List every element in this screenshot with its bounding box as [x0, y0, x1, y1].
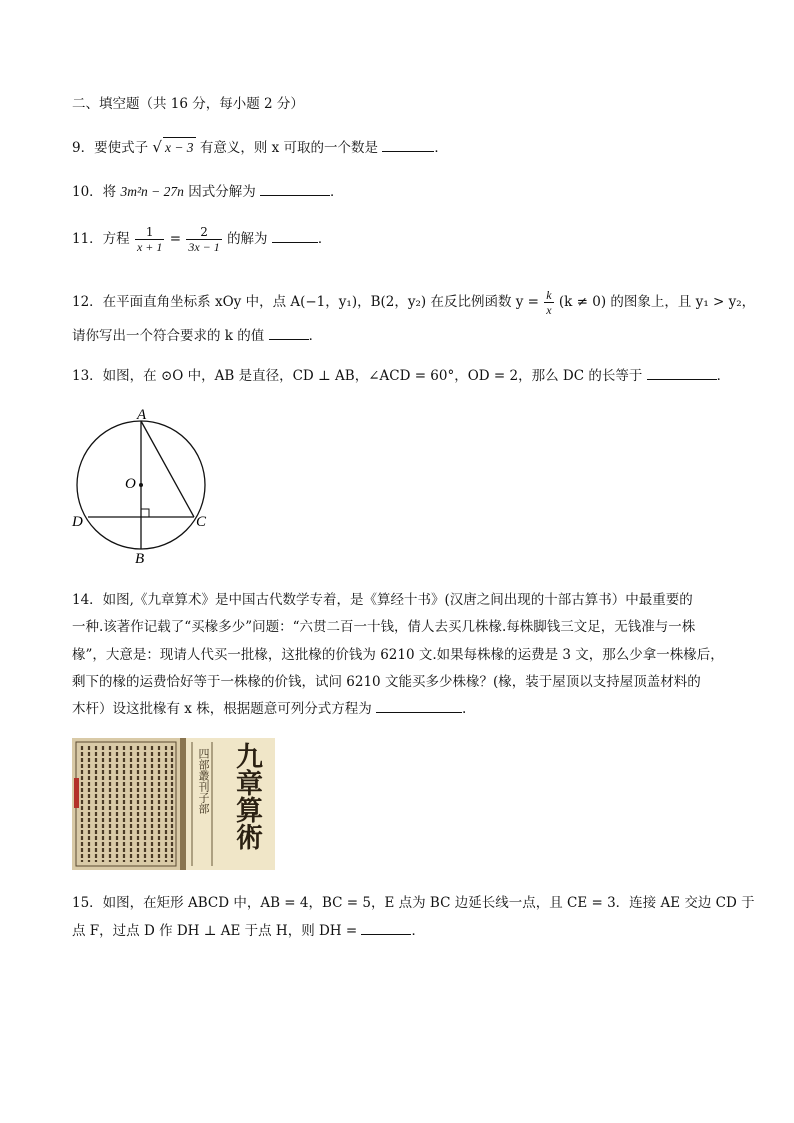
q15-text: 点 F，过点 D 作 DH ⊥ AE 于点 H，则 DH =: [72, 923, 358, 939]
label-c: C: [196, 514, 207, 530]
q9-radicand: x − 3: [163, 137, 196, 158]
q11-answer-blank[interactable]: [272, 228, 318, 243]
question-14-line-5: [72, 698, 466, 719]
question-15-line-2: [72, 920, 425, 941]
chord-ac: [141, 421, 194, 517]
q12-text-b: (k ≠ 0) 的图象上，且 y₁ > y₂，: [558, 294, 756, 310]
q9-end: ．: [434, 140, 448, 156]
section-title: 二、填空题（共 16 分，每小题 2 分）: [72, 96, 304, 112]
question-13: [72, 365, 730, 386]
q12-text-a: 12．在平面直角坐标系 xOy 中，点 A(−1，y₁)，B(2，y₂) 在反比例函数 y =: [72, 294, 539, 310]
label-a: A: [137, 407, 147, 423]
question-10: [72, 181, 344, 202]
book-cover-title: 九章算術: [231, 742, 262, 850]
q10-expression: 3m²n − 27n: [120, 184, 184, 199]
q11-equals: =: [169, 231, 182, 247]
q9-answer-blank[interactable]: [382, 137, 434, 152]
q9-lead: 9．要使式子: [72, 140, 149, 156]
q12-end: ．: [308, 328, 323, 344]
label-d: D: [72, 514, 83, 530]
q14-answer-blank[interactable]: [376, 698, 462, 713]
question-9: [72, 137, 448, 158]
label-o: O: [125, 476, 136, 492]
q11-text: 的解为: [227, 231, 268, 247]
question-14-line-2: 一种.该著作记载了“买椽多少”问题：“六贯二百一十钱，倩人去买几株椽.每株脚钱三文足，无钱准与一株: [72, 619, 696, 635]
jiuzhang-suanshu-image: [72, 738, 275, 870]
question-14-line-1: 14．如图,《九章算术》是中国古代数学专着，是《算经十书》(汉唐之间出现的十部古算书）中最重要的: [72, 592, 693, 608]
q12-fraction-k: $\frac{k}{x}$: [546, 288, 552, 317]
q10-end: ．: [330, 184, 344, 200]
q11-lead: 11．方程: [72, 231, 130, 247]
right-angle-mark: [141, 509, 149, 517]
question-12-line-2: [72, 325, 322, 346]
q15-end: ．: [411, 923, 425, 939]
q10-lead: 10．将: [72, 184, 117, 200]
question-12-line-1: [72, 288, 755, 317]
label-b: B: [135, 551, 145, 567]
q15-answer-blank[interactable]: [361, 920, 411, 935]
q13-end: ．: [716, 368, 731, 384]
center-point: [139, 483, 143, 487]
q13-text: 13．如图，在 ⊙O 中，AB 是直径，CD ⊥ AB，∠ACD = 60°，OD = 2，那么 DC 的长等于: [72, 368, 643, 384]
question-14-line-4: 剩下的椽的运费恰好等于一株椽的价钱，试问 6210 文能买多少株椽？(椽，装于屋顶以支持屋顶盖材料的: [72, 674, 701, 690]
book-series-label: 四部叢刊子部: [197, 748, 210, 814]
question-11: [72, 225, 331, 254]
radical-sign-icon: √: [152, 138, 162, 156]
q10-text: 因式分解为: [188, 184, 256, 200]
q9-text: 有意义，则 x 可取的一个数是: [199, 140, 379, 156]
q11-end: ．: [317, 231, 332, 247]
q13-answer-blank[interactable]: [647, 365, 717, 380]
q10-answer-blank[interactable]: [260, 181, 330, 196]
q14-end: .: [462, 701, 467, 717]
q12-answer-blank[interactable]: [269, 325, 309, 340]
circle-figure: [68, 404, 218, 570]
question-14-line-3: 椽”，大意是：现请人代买一批椽，这批椽的价钱为 6210 文.如果每株椽的运费是 3 文，那么少拿一株椽后，: [72, 647, 724, 663]
q11-fraction-2: $\frac{2}{3x - 1}$: [188, 225, 220, 254]
q11-fraction-1: $\frac{1}{x + 1}$: [136, 225, 163, 254]
q12-text-c: 请你写出一个符合要求的 k 的值: [72, 328, 265, 344]
question-15-line-1: 15．如图，在矩形 ABCD 中，AB = 4，BC = 5，E 点为 BC 边延长线一点，且 CE = 3．连接 AE 交边 CD 于: [72, 895, 755, 911]
q14-text: 木杆）设这批椽有 x 株，根据题意可列分式方程为: [72, 701, 372, 717]
